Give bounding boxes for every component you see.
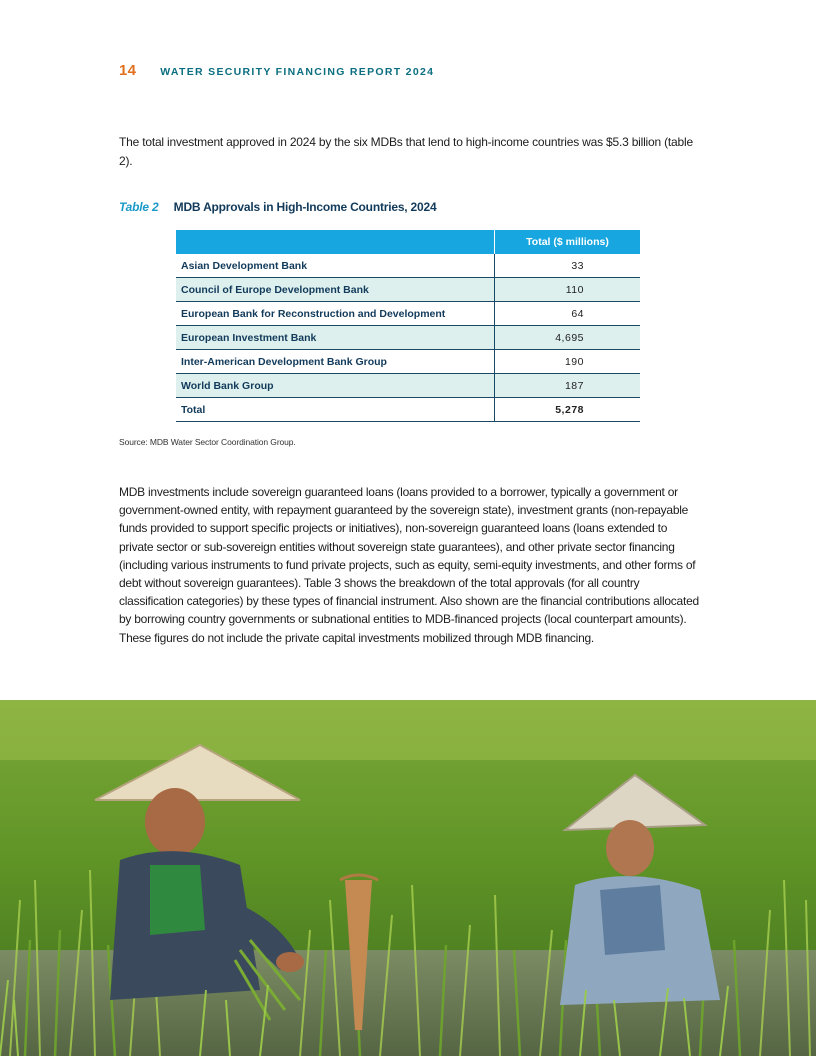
table-title: MDB Approvals in High-Income Countries, 2024: [173, 200, 437, 214]
row-label: European Investment Bank: [176, 326, 495, 350]
table-number: Table 2: [119, 200, 159, 214]
total-label: Total: [176, 398, 495, 422]
table-column-header: Total ($ millions): [495, 230, 641, 254]
table-row: [176, 374, 640, 398]
table-row: [176, 254, 640, 278]
body-paragraph: MDB investments include sovereign guaranteed loans (loans provided to a borrower, typically a government or government-owned entity, with repayment guaranteed by the sovereign state), investment grants (non-repayable funds provided to support specific projects or initiatives), non-sovereign guaranteed loans (loans extended to private sector or sub-sovereign entities without sovereign state guarantees), and other private sector financing (including various instruments to fund private projects, such as equity, semi-equity investments, and other forms of debt without sovereign guarantees). Table 3 shows the breakdown of the total approvals (for all country classification categories) by these types of financial instrument. Also shown are the financial contributions allocated by borrowing country governments or subnational entities to MDB-financed projects (local counterpart amounts). These figures do not include the private capital investments mobilized through MDB financing.: [119, 485, 699, 645]
row-value: 190: [495, 350, 641, 374]
table-total-row: [176, 398, 640, 422]
report-title: WATER SECURITY FINANCING REPORT 2024: [160, 66, 435, 78]
row-label: Inter-American Development Bank Group: [176, 350, 495, 374]
table-source-note: Source: MDB Water Sector Coordination Group.: [119, 437, 296, 447]
row-value: 187: [495, 374, 641, 398]
rice-field-illustration: [0, 700, 816, 1056]
mdb-approvals-table: [176, 230, 640, 422]
row-value: 110: [495, 278, 641, 302]
intro-paragraph: The total investment approved in 2024 by the six MDBs that lend to high-income countries was $5.3 billion (table 2).: [119, 135, 693, 168]
table-header-row: [176, 230, 640, 254]
row-label: Asian Development Bank: [176, 254, 495, 278]
page-header: [119, 62, 434, 79]
table-row: [176, 302, 640, 326]
row-label: European Bank for Reconstruction and Development: [176, 302, 495, 326]
row-value: 64: [495, 302, 641, 326]
table-caption: [119, 200, 436, 214]
table-row: [176, 350, 640, 374]
table-row: [176, 326, 640, 350]
rice-field-photo: [0, 700, 816, 1056]
table-row: [176, 278, 640, 302]
row-value: 33: [495, 254, 641, 278]
row-label: World Bank Group: [176, 374, 495, 398]
total-value: 5,278: [495, 398, 641, 422]
page-number: 14: [119, 62, 137, 79]
row-value: 4,695: [495, 326, 641, 350]
row-label: Council of Europe Development Bank: [176, 278, 495, 302]
table-header-blank: [176, 230, 495, 254]
